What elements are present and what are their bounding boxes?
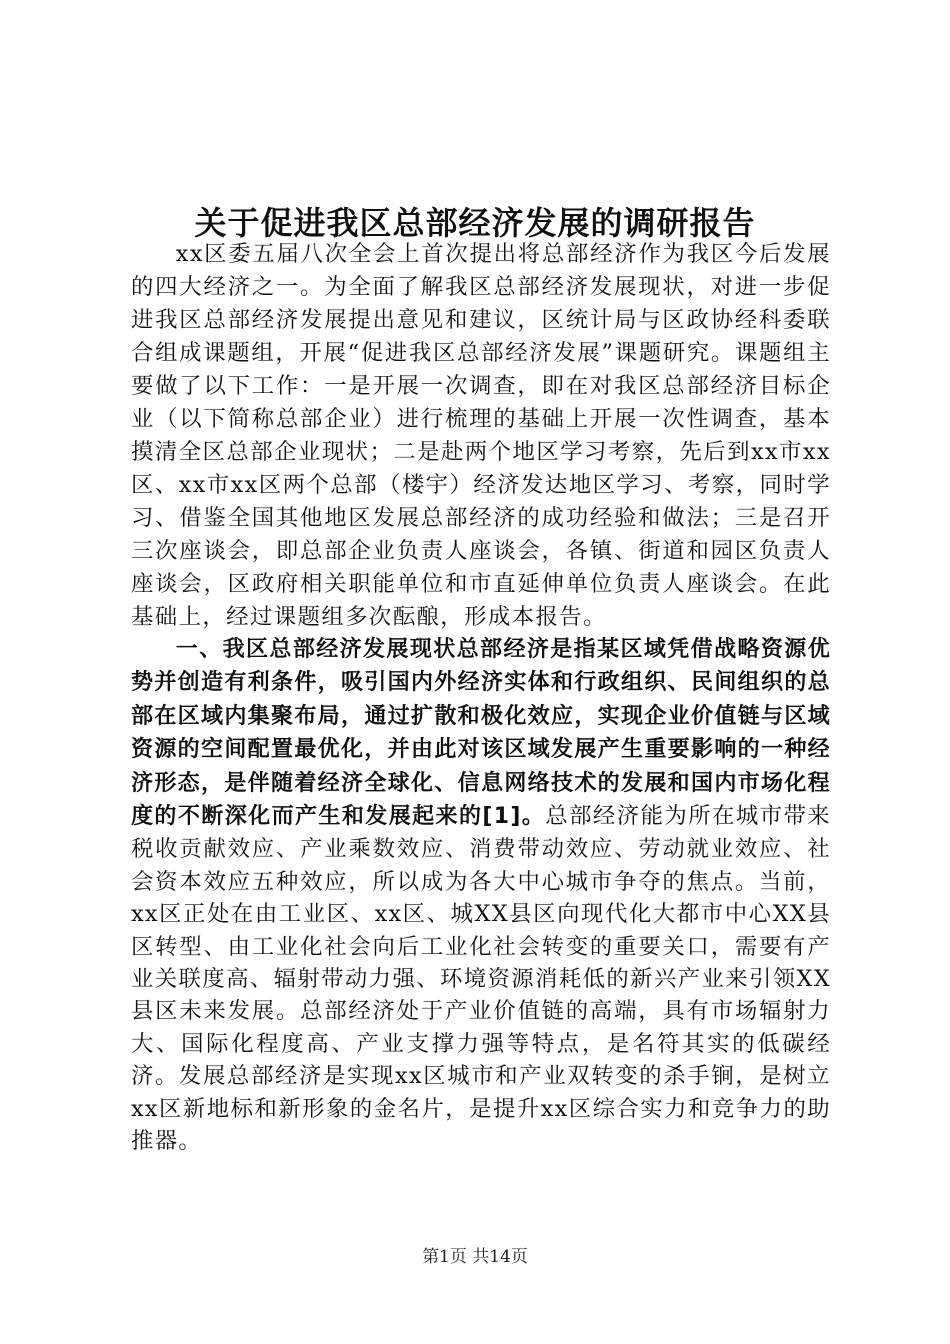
paragraph-section-one — [131, 633, 831, 1158]
document-title: 关于促进我区总部经济发展的调研报告 — [194, 204, 756, 243]
paragraph-intro-text: xx区委五届八次全会上首次提出将总部经济作为我区今后发展的四大经济之一。为全面了解我区总部经济发展现状，对进一步促进我区总部经济发展提出意见和建议，区统计局与区政协经科委联合组成课题组，开展“促进我区总部经济发展”课题研究。课题组主要做了以下工作：一是开展一次调查，即在对我区总部经济目标企业（以下简称总部企业）进行梳理的基础上开展一次性调查，基本摸清全区总部企业现状；二是赴两个地区学习考察，先后到xx市xx区、xx市xx区两个总部（楼宇）经济发达地区学习、考察，同时学习、借鉴全国其他地区发展总部经济的成功经验和做法；三是召开三次座谈会，即总部企业负责人座谈会，各镇、街道和园区负责人座谈会，区政府相关职能单位和市直延伸单位负责人座谈会。在此基础上，经过课题组多次酝酿，形成本报告。 — [131, 241, 831, 630]
section-one-heading: 一、我区总部经济发展现状总部经济是指某区域凭借战略资源优势并创造有利条件，吸引国内外经济实体和行政组织、民间组织的总部在区域内集聚布局，通过扩散和极化效应，实现企业价值链与区域资源的空间配置最优化，并由此对该区域发展产生重要影响的一种经济形态，是伴随着经济全球化、信息网络技术的发展和国内市场化程度的不断深化而产生和发展起来的[1]。 — [131, 637, 831, 830]
paragraph-intro — [131, 238, 831, 634]
page-number-footer: 第1页 共14页 — [422, 1247, 528, 1267]
paragraph-section-one-text: 总部经济能为所在城市带来税收贡献效应、产业乘数效应、消费带动效应、劳动就业效应、社会资本效应五种效应，所以成为各大中心城市争夺的焦点。当前，xx区正处在由工业区、xx区、城XX县区向现代化大都市中心XX县区转型、由工业化社会向后工业化社会转变的重要关口，需要有产业关联度高、辐射带动力强、环境资源消耗低的新兴产业来引领XX县区未来发展。总部经济处于产业价值链的高端，具有市场辐射力大、国际化程度高、产业支撑力强等特点，是名符其实的低碳经济。发展总部经济是实现xx区城市和产业双转变的杀手锏，是树立xx区新地标和新形象的金名片，是提升xx区综合实力和竞争力的助推器。 — [131, 803, 831, 1155]
